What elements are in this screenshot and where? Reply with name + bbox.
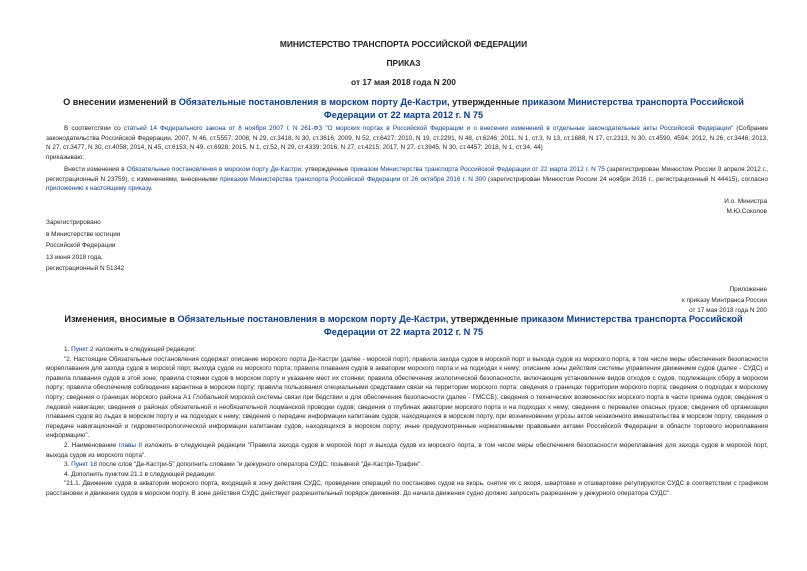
appendix-title-text: , утвержденные [445, 314, 521, 324]
item-link-point-2[interactable]: Пункт 2 [71, 346, 94, 353]
signer-name: М.Ю.Соколов [726, 208, 767, 215]
list-item [46, 345, 768, 355]
appendix-block [682, 285, 767, 317]
doc-type-heading: ПРИКАЗ [386, 58, 421, 68]
registration-line: 13 июня 2018 года, [46, 253, 103, 261]
appendix-line: к приказу Минтранса России [682, 296, 767, 304]
signature-block [724, 197, 767, 217]
title-text: , утвержденные [446, 97, 523, 107]
appendix-title-text: Изменения, вносимые в [64, 314, 178, 324]
body-text: (зарегистрирован Минюстом России 24 ноября 2016 г., регистрационный N 44415), согласно [485, 175, 768, 183]
item-text: 2. Наименование [64, 441, 119, 449]
appendix-line: Приложение [729, 286, 767, 293]
appendix-title-link-regulations[interactable]: Обязательные постановления в морском порту Де-Кастри [177, 314, 446, 324]
body-text: (зарегистрирован Минюстом России 9 апреля 2012 г., регистрационный N 23759), с изменениями, внесенными [46, 166, 768, 183]
list-item [46, 441, 768, 460]
item-text: изложить в следующей редакции "Правила захода судов в морской порт и выхода судов из морского порта, в том числе меры обеспечения безопасности мореплавания для захода судов в морской порт, выхода судов из морского порта". [46, 441, 768, 459]
item-link-point-18[interactable]: Пункт 18 [71, 461, 98, 469]
item-number: 3. [64, 461, 72, 469]
appendix-line: от 17 мая 2018 года N 200 [689, 307, 767, 315]
amendments-list [46, 345, 768, 499]
item-text: после слов "Де-Кастри-5" дополнить словами "и дежурного оператора СУДС, позывной "Де-Кастри-Трафик". [97, 461, 423, 469]
body-text: Внести изменения в [64, 166, 127, 173]
item-link-chapter-2[interactable]: главы II [118, 441, 143, 449]
body-link-order-300[interactable]: приказом Министерства транспорта Российской Федерации от 26 октября 2016 г. N 300 [219, 175, 486, 183]
preamble [46, 124, 768, 162]
title-text: О внесении изменений в [63, 97, 179, 107]
body-text: , утвержденные [301, 166, 351, 173]
body-text: . [150, 185, 153, 193]
signer-position: И.о. Министра [724, 198, 767, 205]
preamble-paragraph [46, 124, 768, 153]
body-link-appendix[interactable]: приложению к настоящему приказу [46, 185, 151, 193]
list-item-quote: "2. Настоящие Обязательные постановления содержат описание морского порта Де-Кастри (далее - морской порт); правила захода судов в морской порт и выхода судов из морского порта, в том числе меры обеспечения безопасности мореплавания для захода судов в морской порт, выхода судов из морского порта; правила плавания судов в акватории морского порта и на подходах к нему; описание зоны действия системы управления движением судов (далее - СУДС) и правила плавания судов в этой зоне; правила стоянки судов в морском порту и указание мест их стоянки; правила обеспечения экологической безопасности, включающие установление видов отходов с судов, подлежащих сбору в морском порту; правила обеспечения соблюдения карантина в морском порту; правила пользования специальными средствами связи на территории морского порта; сведения о границах территории морского порта; сведения о подходах к морскому порту; сведения о границах морского района А1 Глобальной морской системы связи при бедствии и для обеспечения безопасности (далее - ГМССБ); сведения о технических возможностях морского порта в части приема судов; сведения о ледовой навигации; сведения о районах обязательной и необязательной лоцманской проводки судов; сведения о глубинах акватории морского порта и на подходах к нему; сведения о перевалке опасных грузов; сведения об организации плавания судов во льдах в морском порту и на подходах к нему; сведения о передаче информации капитанам судов, находящихся в морском порту, при возникновении угрозы актов незаконного вмешательства в морском порту; сведения о передаче навигационной и гидрометеорологической информации капитанам судов, находящихся в морском порту; иные предусмотренные нормативными правовыми актами Российской Федерации в области торгового мореплавания информацию". [46, 355, 768, 440]
ministry-heading: МИНИСТЕРСТВО ТРАНСПОРТА РОССИЙСКОЙ ФЕДЕРАЦИИ [279, 39, 528, 49]
list-item-quote: "21.1. Движение судов в акватории морского порта, входящей в зону действия СУДС, проведение операций по постановке судов на якорь, снятие их с якоря, швартовке и отшвартовке регулируются СУДС в соответствии с графиком расстановки и движения судов в морском порту. В зоне действия СУДС действует разрешительный порядок движения. До начала движения судно должно запросить разрешение у дежурного оператора СУДС". [46, 480, 768, 497]
document-title [40, 96, 767, 122]
title-link-order[interactable]: приказом Министерства транспорта Российской Федерации от 22 марта 2012 г. N 75 [323, 97, 744, 120]
preamble-text: В соответствии со [64, 125, 124, 132]
registration-block [46, 217, 124, 275]
preamble-law-link[interactable]: статьей 14 Федерального закона от 8 ноября 2007 г. N 261-ФЗ "О морских портах в Российской Федерации и о внесении изменений в отдельные законодательные акты Российской Федерации" [123, 125, 734, 132]
body-link-order-75[interactable]: приказом Министерства транспорта Российской Федерации от 22 марта 2012 г. N 75 [350, 166, 605, 173]
appendix-title [40, 313, 767, 339]
item-number: 1. [64, 346, 72, 353]
registration-line: регистрационный N 51342 [46, 265, 125, 273]
registration-line: в Министерстве юстиции [46, 230, 121, 238]
list-item: 4. Дополнить пунктом 21.1 в следующей редакции: [64, 470, 216, 478]
appendix-title-link-order[interactable]: приказом Министерства транспорта Российской Федерации от 22 марта 2012 г. N 75 [323, 314, 743, 337]
body-link-regulations[interactable]: Обязательные постановления в морском порту Де-Кастри [126, 166, 302, 173]
registration-line: Зарегистрировано [46, 219, 101, 226]
registration-line: Российской Федерации [46, 242, 116, 250]
date-number: от 17 мая 2018 года N 200 [351, 77, 456, 87]
item-text: изложить в следующей редакции: [93, 346, 196, 353]
title-link-regulations[interactable]: Обязательные постановления в морском порту Де-Кастри [178, 97, 447, 107]
order-word: приказываю: [46, 153, 84, 161]
main-body [46, 165, 768, 194]
body-paragraph [46, 165, 768, 194]
preamble-text: (Собрание законодательства Российской Федерации, 2007, N 46, ст.5557; 2008, N 29, ст.3418, N 30, ст.3616; 2009, N 52, ст.6427; 2010, N 19, ст.2291, N 48, ст.6246; 2011, N 1, ст.3, N 13, ст.1688, N 17, ст.2313, N 30, ст.4590, 4594; 2012, N 26, ст.3446; 2013, N 27, ст.3477, N 30, ст.4058; 2014, N 45, ст.6153, N 49, ст.6928; 2015, N 1, ст.52, N 29, ст.4339; 2016, N 27, ст.4215; 2017, N 27, ст.3945, N 30, ст.4457; 2018, N 1, ст.34, 44) [46, 125, 769, 152]
list-item [46, 460, 768, 470]
